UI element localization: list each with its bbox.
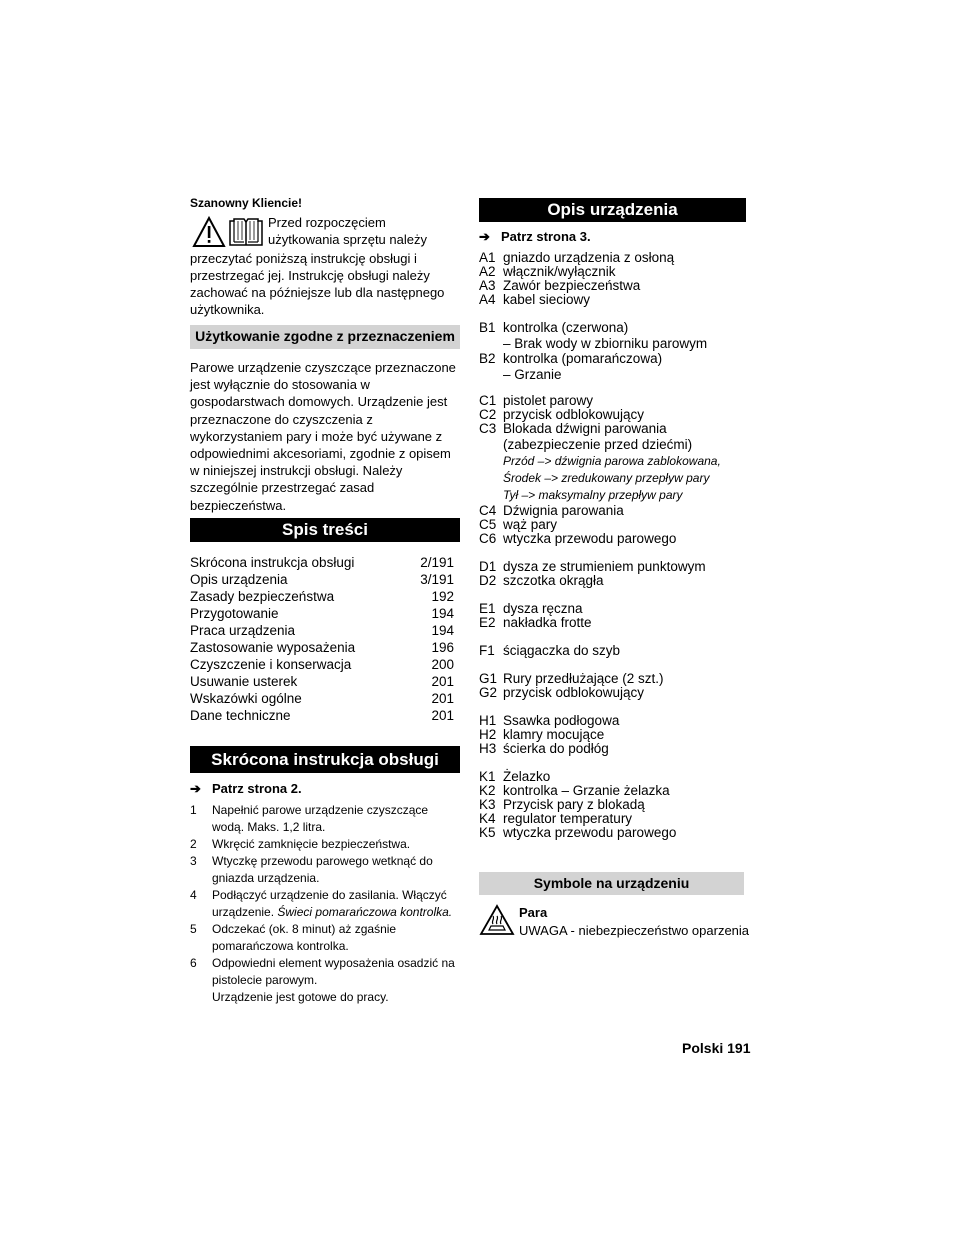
part-code: A2 (479, 264, 496, 279)
part-code: A4 (479, 292, 496, 307)
symbol-name: Para (519, 905, 548, 920)
part-text: wtyczka przewodu parowego (503, 825, 677, 840)
part-code: E2 (479, 615, 496, 630)
part-code: G1 (479, 671, 498, 686)
part-code: C6 (479, 531, 497, 546)
list-item (479, 574, 754, 588)
list-item (479, 293, 754, 307)
toc-item-label: Praca urządzenia (190, 622, 296, 638)
part-text: Rury przedłużające (2 szt.) (503, 671, 664, 686)
right-column (479, 198, 754, 940)
list-item (479, 532, 754, 546)
intro-text-line2: użytkowania sprzętu należy (268, 232, 427, 247)
part-text: Blokada dźwigni parowania (503, 421, 667, 436)
part-text: pistolet parowy (503, 393, 594, 408)
part-subtext: – Grzanie (503, 367, 562, 382)
toc-item-label: Skrócona instrukcja obsługi (190, 554, 355, 570)
part-code: C2 (479, 407, 497, 422)
part-text: Przycisk pary z blokadą (503, 797, 645, 812)
part-subtext: (zabezpieczenie przed dziećmi) (503, 437, 693, 452)
part-code: K4 (479, 811, 496, 826)
step-text: Wkręcić zamknięcie bezpieczeństwa. (212, 836, 411, 851)
toc-item-page: 3/191 (420, 571, 454, 587)
open-book-icon (228, 217, 264, 247)
part-text: przycisk odblokowujący (503, 407, 645, 422)
part-code: C1 (479, 393, 497, 408)
toc-item[interactable] (190, 690, 460, 707)
list-item (479, 422, 754, 436)
steam-warning-icon (479, 904, 515, 936)
step-text (212, 887, 460, 921)
list-item (479, 798, 754, 812)
step-number: 4 (190, 887, 197, 902)
toc-item-page: 201 (431, 690, 454, 706)
list-item (190, 802, 460, 836)
step-number: 2 (190, 836, 197, 851)
list-item (479, 644, 754, 658)
toc-item-page: 192 (431, 588, 454, 604)
list-item (479, 728, 754, 742)
part-text: dysza ręczna (503, 601, 583, 616)
description-see-page (479, 229, 754, 245)
intro (190, 214, 460, 318)
toc-list (190, 554, 460, 724)
list-item (479, 321, 754, 335)
toc-item[interactable] (190, 673, 460, 690)
list-item (479, 265, 754, 279)
list-item (479, 352, 754, 366)
toc-item[interactable] (190, 707, 460, 724)
part-text: szczotka okrągła (503, 573, 604, 588)
toc-item-page: 200 (431, 656, 454, 672)
part-code: K3 (479, 797, 496, 812)
left-column (190, 190, 460, 1006)
list-item (479, 616, 754, 630)
toc-item-label: Zastosowanie wyposażenia (190, 639, 356, 655)
list-item (479, 394, 754, 408)
part-code: D1 (479, 559, 497, 574)
part-text: dysza ze strumieniem punktowym (503, 559, 706, 574)
toc-item-label: Czyszczenie i konserwacja (190, 656, 352, 672)
quick-see-page (190, 781, 460, 797)
toc-item[interactable] (190, 605, 460, 622)
part-subtext: – Brak wody w zbiorniku parowym (503, 336, 708, 351)
toc-item-page: 201 (431, 673, 454, 689)
step-number: 1 (190, 802, 197, 817)
part-text: wąż pary (503, 517, 558, 532)
description-see-page-text: Patrz strona 3. (501, 229, 591, 244)
warning-triangle-icon (192, 216, 226, 248)
parts-list (479, 251, 754, 840)
toc-item-page: 196 (431, 639, 454, 655)
toc-item[interactable] (190, 656, 460, 673)
part-text: Ssawka podłogowa (503, 713, 620, 728)
part-code: E1 (479, 601, 496, 616)
step-number: 3 (190, 853, 197, 868)
list-item (479, 812, 754, 826)
list-item (479, 408, 754, 422)
part-text: przycisk odblokowujący (503, 685, 645, 700)
list-item (479, 251, 754, 265)
quick-see-page-text: Patrz strona 2. (212, 780, 302, 796)
list-item (479, 784, 754, 798)
step-text-italic: Świeci pomarańczowa kontrolka. (277, 904, 453, 919)
quick-guide-heading: Skrócona instrukcja obsługi (190, 746, 460, 773)
arrow-right-icon: ➔ (479, 229, 490, 244)
part-code: H1 (479, 713, 497, 728)
list-item (479, 826, 754, 840)
part-text: Żelazko (503, 769, 551, 784)
part-text: Dźwignia parowania (503, 503, 624, 518)
intro-icons (190, 216, 268, 250)
part-code: A1 (479, 250, 496, 265)
symbol-row (479, 904, 754, 940)
list-item (479, 686, 754, 700)
toc-item[interactable] (190, 639, 460, 656)
toc-item-label: Usuwanie usterek (190, 673, 298, 689)
list-item (190, 853, 460, 887)
ready-text: Urządzenie jest gotowe do pracy. (212, 989, 389, 1004)
part-text: Zawór bezpieczeństwa (503, 278, 641, 293)
toc-item-label: Zasady bezpieczeństwa (190, 588, 335, 604)
intended-use-text: Parowe urządzenie czyszczące przeznaczone jest wyłącznie do stosowania w gospodarstwach domowych. Urządzenie jest przeznaczone do czyszczenia z wykorzystaniem pary i może być używane z odpowiednimi akcesoriami, zgodnie z opisem w niniejszej instrukcji obsługi. Należy szczególnie przestrzegać zasad bezpieczeństwa. (190, 360, 456, 513)
part-text: wtyczka przewodu parowego (503, 531, 677, 546)
list-item (479, 672, 754, 686)
part-text: klamry mocujące (503, 727, 605, 742)
part-text: gniazdo urządzenia z osłoną (503, 250, 675, 265)
list-item (479, 560, 754, 574)
step-text: Wtyczkę przewodu parowego wetknąć do gniazda urządzenia. (212, 853, 433, 885)
part-code: D2 (479, 573, 497, 588)
part-code: G2 (479, 685, 498, 700)
step-text (212, 955, 460, 1006)
list-item (479, 714, 754, 728)
toc-item[interactable] (190, 554, 460, 571)
part-text: kontrolka (czerwona) (503, 320, 629, 335)
part-code: C3 (479, 421, 497, 436)
toc-item-label: Dane techniczne (190, 707, 291, 723)
step-text: Odczekać (ok. 8 minut) aż zgaśnie pomarańczowa kontrolka. (212, 921, 397, 953)
part-code: A3 (479, 278, 496, 293)
part-text: ścierka do podłóg (503, 741, 609, 756)
list-item (479, 602, 754, 616)
part-text: kabel sieciowy (503, 292, 591, 307)
symbols-heading: Symbole na urządzeniu (479, 872, 744, 895)
list-item (479, 279, 754, 293)
toc-item-label: Opis urządzenia (190, 571, 288, 587)
symbol-icon-wrap (479, 904, 519, 940)
list-item (190, 955, 460, 1006)
part-code: K1 (479, 769, 496, 784)
step-text-main: Podłączyć urządzenie do zasilania. Włączyć urządzenie. (212, 887, 447, 919)
toc-item[interactable] (190, 622, 460, 639)
part-code: H2 (479, 727, 497, 742)
step-number: 5 (190, 921, 197, 936)
toc-item-label: Przygotowanie (190, 605, 279, 621)
part-note: Tył –> maksymalny przepływ pary (503, 488, 683, 502)
part-code: B1 (479, 320, 496, 335)
symbol-text (519, 904, 749, 940)
toc-item-page: 2/191 (420, 554, 454, 570)
part-code: C4 (479, 503, 497, 518)
list-item (479, 742, 754, 756)
toc-item-label: Wskazówki ogólne (190, 690, 302, 706)
part-text: włącznik/wyłącznik (503, 264, 616, 279)
toc-item-page: 194 (431, 605, 454, 621)
list-item (190, 921, 460, 955)
salutation: Szanowny Kliencie! (190, 196, 303, 210)
list-item (479, 518, 754, 532)
part-text: kontrolka (pomarańczowa) (503, 351, 663, 366)
description-heading: Opis urządzenia (479, 198, 746, 222)
list-item (479, 770, 754, 784)
intro-text-rest: przeczytać poniższą instrukcję obsługi i przestrzegać jej. Instrukcję obsługi należy zachować na późniejsze lub dla następnego użytkownika. (190, 251, 445, 317)
intended-use-heading: Użytkowanie zgodne z przeznaczeniem (190, 325, 460, 349)
toc-item-page: 201 (431, 707, 454, 723)
toc-item[interactable] (190, 571, 460, 588)
toc-item-page: 194 (431, 622, 454, 638)
part-code: C5 (479, 517, 497, 532)
part-code: H3 (479, 741, 497, 756)
part-note: Przód –> dźwignia parowa zablokowana, (503, 454, 721, 468)
part-code: F1 (479, 643, 495, 658)
toc-heading: Spis treści (190, 518, 460, 542)
toc-item[interactable] (190, 588, 460, 605)
arrow-right-icon: ➔ (190, 780, 201, 796)
list-item (479, 504, 754, 518)
part-note: Środek –> zredukowany przepływ pary (503, 471, 710, 485)
part-code: K2 (479, 783, 496, 798)
part-code: K5 (479, 825, 496, 840)
step-number: 6 (190, 955, 197, 970)
intro-text-line1: Przed rozpoczęciem (268, 215, 386, 230)
list-item (190, 836, 460, 853)
page-footer: Polski 191 (682, 1040, 751, 1056)
step-text-main: Odpowiedni element wyposażenia osadzić na pistolecie parowym. (212, 955, 455, 987)
quick-steps (190, 802, 460, 1006)
step-text: Napełnić parowe urządzenie czyszczące wodą. Maks. 1,2 litra. (212, 802, 429, 834)
part-code: B2 (479, 351, 496, 366)
part-text: ściągaczka do szyb (503, 643, 621, 658)
part-text: nakładka frotte (503, 615, 592, 630)
symbol-desc: UWAGA - niebezpieczeństwo oparzenia (519, 923, 750, 938)
list-item (190, 887, 460, 921)
part-text: regulator temperatury (503, 811, 633, 826)
part-text: kontrolka – Grzanie żelazka (503, 783, 670, 798)
